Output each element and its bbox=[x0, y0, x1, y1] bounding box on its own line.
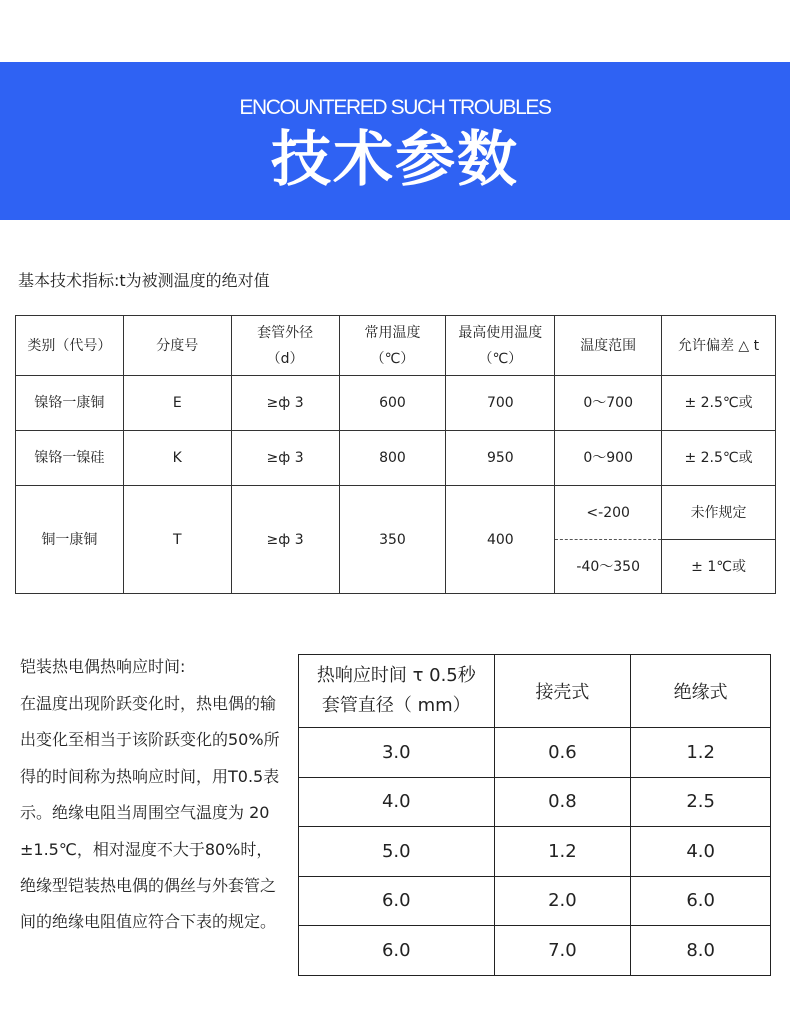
cell-diameter: ≥ф 3 bbox=[231, 376, 339, 431]
cell-normal-temp: 350 bbox=[339, 486, 446, 594]
cell-max-temp: 400 bbox=[446, 486, 555, 594]
header-grounded: 接壳式 bbox=[494, 655, 631, 728]
cell-diameter: 6.0 bbox=[299, 926, 495, 976]
spec-table bbox=[15, 315, 776, 594]
cell-insulated: 2.5 bbox=[631, 777, 771, 827]
cell-normal-temp: 600 bbox=[339, 376, 446, 431]
header-response-diameter: 热响应时间 τ 0.5秒 套管直径（ mm） bbox=[299, 655, 495, 728]
cell-range: 0～700 bbox=[555, 376, 662, 431]
cell-code: K bbox=[123, 431, 231, 486]
header-code: 分度号 bbox=[123, 316, 231, 376]
intro-text: 基本技术指标:t为被测温度的绝对值 bbox=[18, 271, 270, 290]
header-normal-temp: 常用温度 （℃） bbox=[339, 316, 446, 376]
header-range: 温度范围 bbox=[555, 316, 662, 376]
table-row bbox=[299, 728, 771, 778]
cell-grounded: 0.8 bbox=[494, 777, 631, 827]
header-diameter: 套管外径 （d） bbox=[231, 316, 339, 376]
cell-grounded: 2.0 bbox=[494, 876, 631, 926]
cell-insulated: 6.0 bbox=[631, 876, 771, 926]
cell-category: 铜一康铜 bbox=[16, 486, 124, 594]
table-row bbox=[299, 926, 771, 976]
header-insulated: 绝缘式 bbox=[631, 655, 771, 728]
table-row bbox=[299, 777, 771, 827]
cell-max-temp: 700 bbox=[446, 376, 555, 431]
armored-title: 铠装热电偶热响应时间: bbox=[20, 657, 186, 676]
table-row bbox=[299, 876, 771, 926]
cell-diameter: ≥ф 3 bbox=[231, 431, 339, 486]
cell-code: E bbox=[123, 376, 231, 431]
cell-diameter: 6.0 bbox=[299, 876, 495, 926]
spec-table-header-row bbox=[16, 316, 776, 376]
header-tolerance: 允许偏差 △ t bbox=[662, 316, 776, 376]
header-category: 类别（代号） bbox=[16, 316, 124, 376]
cell-range: -40～350 bbox=[555, 540, 662, 594]
table-row bbox=[299, 827, 771, 877]
cell-range: 0～900 bbox=[555, 431, 662, 486]
table-row bbox=[16, 376, 776, 431]
cell-grounded: 0.6 bbox=[494, 728, 631, 778]
cell-category: 镍铬一镍硅 bbox=[16, 431, 124, 486]
cell-category: 镍铬一康铜 bbox=[16, 376, 124, 431]
cell-range: <-200 bbox=[555, 486, 662, 540]
cell-diameter: 5.0 bbox=[299, 827, 495, 877]
cell-tolerance: ± 1℃或 bbox=[662, 540, 776, 594]
header-max-temp: 最高使用温度 （℃） bbox=[446, 316, 555, 376]
cell-insulated: 4.0 bbox=[631, 827, 771, 877]
cell-max-temp: 950 bbox=[446, 431, 555, 486]
response-time-table bbox=[298, 654, 771, 976]
cell-diameter: 3.0 bbox=[299, 728, 495, 778]
cell-insulated: 8.0 bbox=[631, 926, 771, 976]
banner-subtitle: ENCOUNTERED SUCH TROUBLES bbox=[239, 96, 551, 119]
cell-insulated: 1.2 bbox=[631, 728, 771, 778]
response-table-header-row bbox=[299, 655, 771, 728]
cell-code: T bbox=[123, 486, 231, 594]
cell-tolerance: 未作规定 bbox=[662, 486, 776, 540]
cell-tolerance: ± 2.5℃或 bbox=[662, 376, 776, 431]
cell-grounded: 1.2 bbox=[494, 827, 631, 877]
table-row bbox=[16, 431, 776, 486]
cell-grounded: 7.0 bbox=[494, 926, 631, 976]
cell-normal-temp: 800 bbox=[339, 431, 446, 486]
armored-paragraph: 在温度出现阶跃变化时，热电偶的输出变化至相当于该阶跃变化的50%所得的时间称为热响应时间，用T0.5表示。绝缘电阻当周围空气温度为 20±1.5℃，相对湿度不大于80%时，绝缘型铠装热电偶的偶丝与外套管之间的绝缘电阻值应符合下表的规定。 bbox=[20, 694, 280, 932]
cell-diameter: ≥ф 3 bbox=[231, 486, 339, 594]
banner-title: 技术参数 bbox=[271, 125, 519, 195]
cell-diameter: 4.0 bbox=[299, 777, 495, 827]
cell-tolerance: ± 2.5℃或 bbox=[662, 431, 776, 486]
table-row bbox=[16, 486, 776, 540]
